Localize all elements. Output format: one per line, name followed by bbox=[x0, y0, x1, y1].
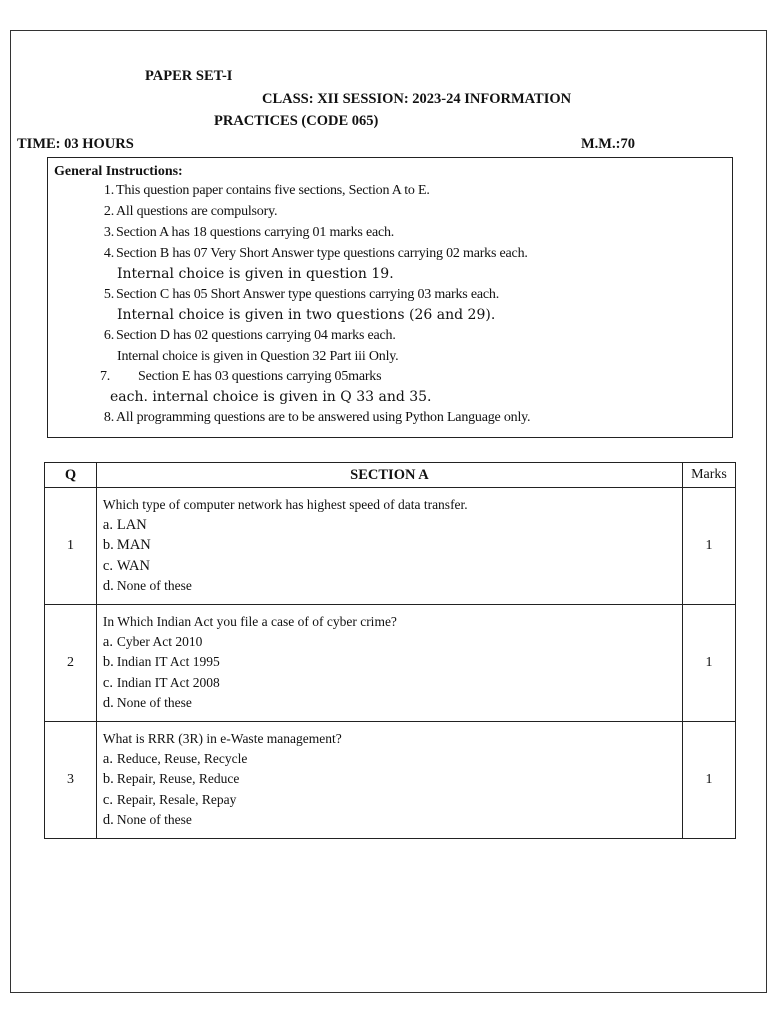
option-c: c. Repair, Resale, Repay bbox=[102, 791, 237, 808]
question-cell bbox=[96, 722, 682, 839]
question-text: What is RRR (3R) in e-Waste management? bbox=[102, 731, 342, 747]
question-cell bbox=[96, 488, 682, 605]
time-label: TIME: 03 HOURS bbox=[17, 136, 134, 152]
option-c: c. Indian IT Act 2008 bbox=[102, 674, 220, 691]
instruction-item: 3. Section A has 18 questions carrying 01 marks each. bbox=[103, 225, 395, 240]
instruction-item: 5. Section C has 05 Short Answer type questions carrying 03 marks each. bbox=[103, 287, 499, 302]
table-row bbox=[45, 605, 736, 722]
instruction-item: 2. All questions are compulsory. bbox=[103, 204, 278, 219]
option-d: d. None of these bbox=[102, 812, 192, 829]
instructions-title: General Instructions: bbox=[54, 164, 183, 179]
instruction-item: 7. Section E has 03 questions carrying 05marks bbox=[100, 369, 382, 384]
question-number: 2 bbox=[45, 605, 97, 722]
instruction-item: 1. This question paper contains five sections, Section A to E. bbox=[103, 183, 430, 198]
col-header-q: Q bbox=[45, 463, 97, 488]
table-row bbox=[45, 488, 736, 605]
option-b: b. Indian IT Act 1995 bbox=[102, 654, 220, 671]
option-b: b. MAN bbox=[102, 537, 151, 554]
question-marks: 1 bbox=[683, 605, 736, 722]
question-marks: 1 bbox=[683, 488, 736, 605]
instruction-item: 4. Section B has 07 Very Short Answer type questions carrying 02 marks each. bbox=[103, 246, 528, 261]
subject-line: PRACTICES (CODE 065) bbox=[214, 113, 379, 129]
instruction-continuation: Internal choice is given in question 19. bbox=[117, 266, 394, 282]
option-a: a. Cyber Act 2010 bbox=[102, 633, 203, 650]
question-marks: 1 bbox=[683, 722, 736, 839]
option-d: d. None of these bbox=[102, 695, 192, 712]
question-number: 1 bbox=[45, 488, 97, 605]
option-a: a. Reduce, Reuse, Recycle bbox=[102, 750, 248, 767]
option-c: c. WAN bbox=[102, 557, 150, 574]
option-a: a. LAN bbox=[102, 516, 147, 533]
question-cell bbox=[96, 605, 682, 722]
table-row bbox=[45, 722, 736, 839]
paper-set-label: PAPER SET-I bbox=[145, 68, 233, 84]
instruction-item: 6. Section D has 02 questions carrying 04 marks each. bbox=[103, 328, 396, 343]
instruction-continuation: each. internal choice is given in Q 33 and 35. bbox=[110, 389, 432, 405]
instruction-continuation: Internal choice is given in two questions (26 and 29). bbox=[117, 307, 496, 323]
option-d: d. None of these bbox=[102, 578, 192, 595]
instruction-item: 8. All programming questions are to be answered using Python Language only. bbox=[103, 410, 531, 425]
col-header-marks: Marks bbox=[683, 463, 736, 488]
table-header-row bbox=[45, 463, 736, 488]
class-session-line: CLASS: XII SESSION: 2023-24 INFORMATION bbox=[262, 91, 572, 107]
instruction-continuation: Internal choice is given in Question 32 Part iii Only. bbox=[117, 349, 399, 364]
col-header-section: SECTION A bbox=[96, 463, 682, 488]
question-number: 3 bbox=[45, 722, 97, 839]
option-b: b. Repair, Reuse, Reduce bbox=[102, 771, 240, 788]
question-text: In Which Indian Act you file a case of of cyber crime? bbox=[102, 614, 397, 630]
general-instructions-box bbox=[47, 157, 733, 438]
section-a-table bbox=[44, 462, 736, 839]
max-marks-label: M.M.:70 bbox=[581, 136, 635, 152]
question-text: Which type of computer network has highest speed of data transfer. bbox=[102, 497, 468, 513]
